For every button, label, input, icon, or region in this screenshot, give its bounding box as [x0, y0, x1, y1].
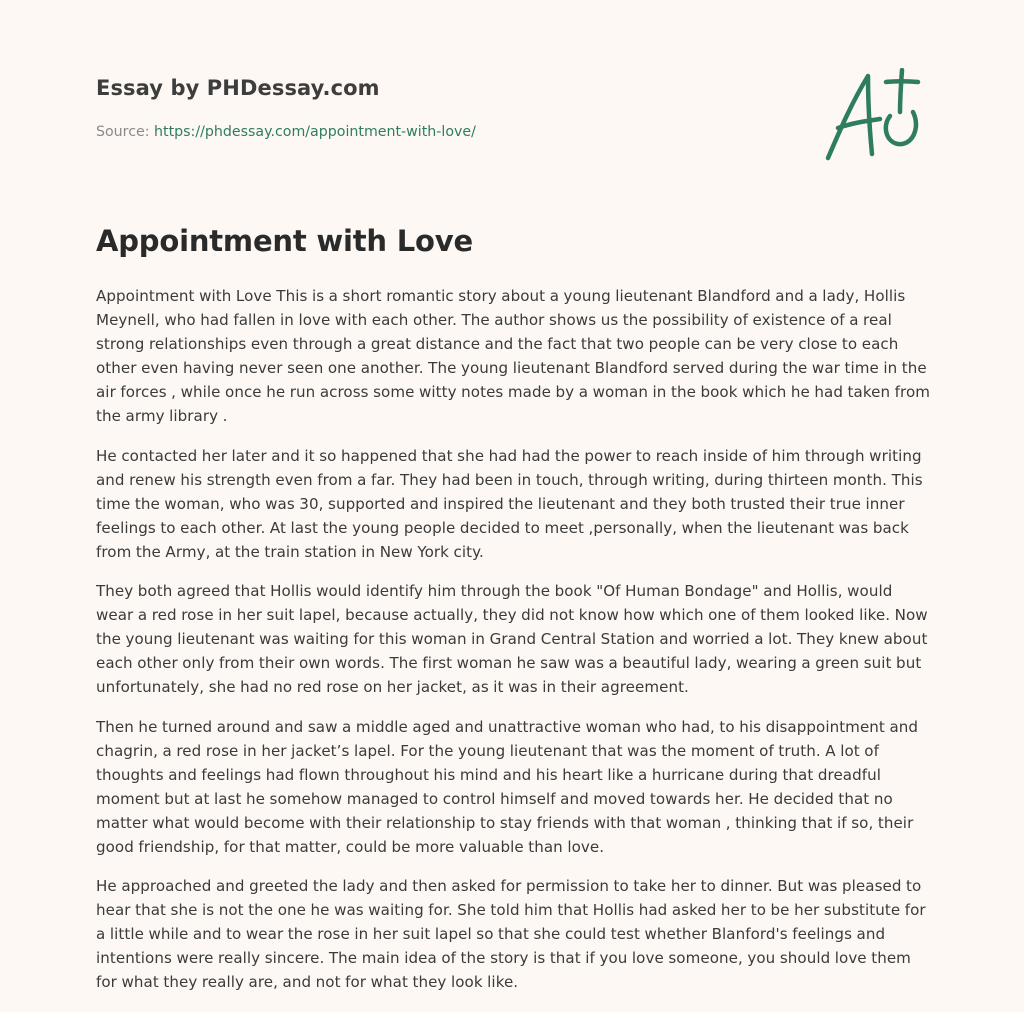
essay-paragraph: He approached and greeted the lady and then asked for permission to take her to dinner. But was pleased to hear that she is not the one he was waiting for. She told him that Hollis had asked her to be her substitute for a little while and to wear the rose in her suit lapel so that she could test whether Blanford's feelings and intentions were really sincere. The main idea of the story is that if you love someone, you should love them for what they really are, and not for what they look like.	[96, 877, 926, 991]
essay-paragraph: He contacted her later and it so happened that she had had the power to reach inside of him through writing and renew his strength even from a far. They had been in touch, through writing, during thirteen month. This time the woman, who was 30, supported and inspired the lieutenant and they both trusted their true inner feelings to each other. At last the young people decided to meet ,personally, when the lieutenant was back from the Army, at the train station in New York city.	[96, 446, 923, 561]
essay-paragraph: Appointment with Love This is a short romantic story about a young lieutenant Blandford and a lady, Hollis Meynell, who had fallen in love with each other. The author shows us the possibility of existence of a real strong relationships even through a great distance and the fact that two people can be very close to each other even having never seen one another. The young lieutenant Blandford served during the war time in the air forces , while once he run across some witty notes made by a woman in the book which he had taken from the army library .	[96, 287, 931, 425]
essay-title: Appointment with Love	[96, 224, 473, 258]
source-link[interactable]: https://phdessay.com/appointment-with-love/	[154, 124, 476, 140]
essay-paragraph: They both agreed that Hollis would identify him through the book "Of Human Bondage" and Hollis, would wear a red rose in her suit lapel, because actually, they did not know how which one of them looked like. Now the young lieutenant was waiting for this woman in Grand Central Station and worried a lot. They knew about each other only from their own words. The first woman he saw was a beautiful lady, wearing a green suit but unfortunately, she had no red rose on her jacket, as it was in their agreement.	[96, 582, 928, 696]
source-label: Source:	[96, 124, 155, 140]
essay-paragraph: Then he turned around and saw a middle aged and unattractive woman who had, to his disappointment and chagrin, a red rose in her jacket’s lapel. For the young lieutenant that was the moment of truth. A lot of thoughts and feelings had flown throughout his mind and his heart like a hurricane during that dreadful moment but at last he somehow managed to control himself and moved towards her. He decided that no matter what would become with their relationship to stay friends with that woman , thinking that if so, their good friendship, for that matter, could be more valuable than love.	[96, 717, 919, 856]
essay-body	[96, 284, 932, 1010]
source-line	[96, 124, 476, 140]
site-brand: Essay by PHDessay.com	[96, 76, 380, 100]
a-plus-logo-icon	[822, 68, 926, 164]
